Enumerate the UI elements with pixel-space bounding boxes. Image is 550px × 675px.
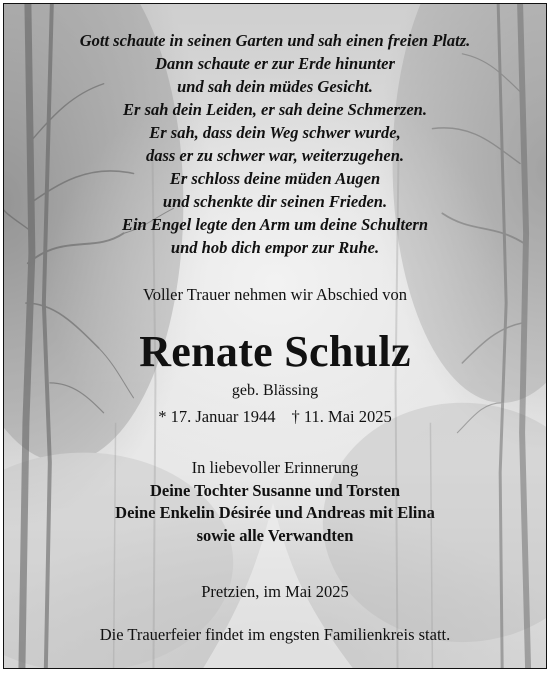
funeral-note: Die Trauerfeier findet im engsten Familienkreis statt. <box>99 625 451 644</box>
mourner-line: Deine Tochter Susanne und Torsten <box>149 480 401 500</box>
poem-line: dass er zu schwer war, weiterzugehen. <box>145 146 405 165</box>
farewell-intro: Voller Trauer nehmen wir Abschied von <box>142 285 408 304</box>
obituary-notice <box>3 3 547 669</box>
poem-line: Er sah, dass dein Weg schwer wurde, <box>149 123 401 142</box>
birth-date: * 17. Januar 1944 <box>158 407 276 426</box>
mourner-line: Deine Enkelin Désirée und Andreas mit Elina <box>115 503 435 522</box>
death-date: † 11. Mai 2025 <box>291 407 392 426</box>
place-date: Pretzien, im Mai 2025 <box>201 582 349 601</box>
poem-line: Dann schaute er zur Erde hinunter <box>155 54 395 73</box>
poem-line: Er schloss deine müden Augen <box>169 169 381 188</box>
birth-name: geb. Blässing <box>231 382 319 399</box>
poem-line: Ein Engel legte den Arm um deine Schultern <box>121 215 429 234</box>
deceased-name: Renate Schulz <box>139 327 411 376</box>
poem-line: und sah dein müdes Gesicht. <box>177 77 373 96</box>
poem-line: und hob dich empor zur Ruhe. <box>170 238 380 257</box>
poem-line: Er sah dein Leiden, er sah deine Schmerzen. <box>123 100 427 119</box>
poem-line: und schenkte dir seinen Frieden. <box>162 192 388 211</box>
life-dates <box>4 406 546 428</box>
memory-intro: In liebevoller Erinnerung <box>191 458 359 477</box>
poem <box>4 29 546 259</box>
poem-line: Gott schaute in seinen Garten und sah einen freien Platz. <box>79 31 471 50</box>
mourners-block <box>4 457 546 547</box>
mourner-line: sowie alle Verwandten <box>196 525 354 545</box>
